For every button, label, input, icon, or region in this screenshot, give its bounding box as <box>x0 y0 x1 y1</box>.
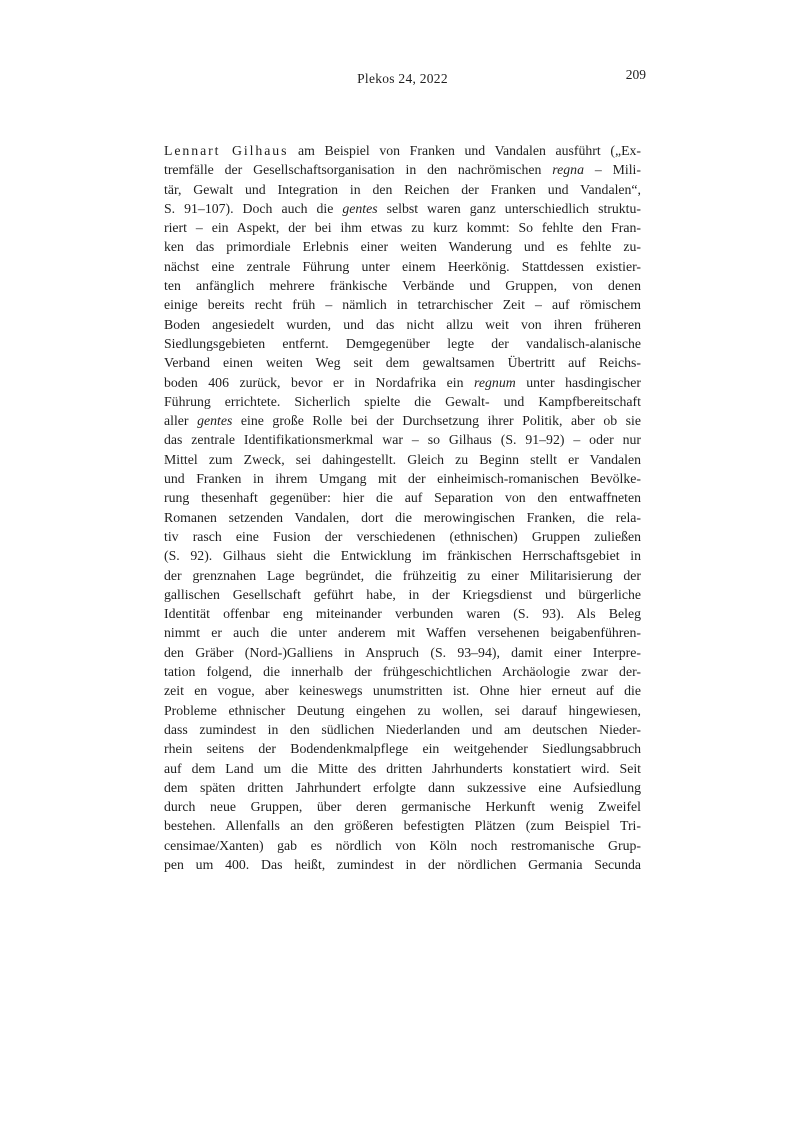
text-line: rhein seitens der Bodendenkmalpflege ein weitgehender Siedlungsabbruch <box>164 741 641 757</box>
text-line: (S. 92). Gilhaus sieht die Entwicklung im fränkischen Herrschaftsgebiet in <box>164 548 641 564</box>
text-line: Führung errichtete. Sicherlich spielte die Gewalt- und Kampfbereitschaft <box>164 393 641 409</box>
text-line: Boden angesiedelt wurden, und das nicht allzu weit von ihren früheren <box>164 316 641 332</box>
text-line: auf dem Land um die Mitte des dritten Jahrhunderts konstatiert wird. Seit <box>164 760 641 776</box>
text-line: pen um 400. Das heißt, zumindest in der nördlichen Germania Secunda <box>164 856 641 872</box>
text-line: tär, Gewalt und Integration in den Reichen der Franken und Vandalen“, <box>164 181 641 197</box>
text-line: tation folgend, die innerhalb der frühgeschichtlichen Archäologie zwar der- <box>164 664 641 680</box>
text-line: und Franken in ihrem Umgang mit der einheimisch-romanischen Bevölke- <box>164 471 641 487</box>
page-number: 209 <box>625 67 646 82</box>
text-line: zeit en vogue, aber keineswegs unumstritten ist. Ohne hier erneut auf die <box>164 683 641 699</box>
text-line: das zentrale Identifikationsmerkmal war – so Gilhaus (S. 91–92) – oder nur <box>164 432 641 448</box>
text-line: Verband einen weiten Weg seit dem gewaltsamen Übertritt auf Reichs- <box>164 355 641 371</box>
text-line: der grenznahen Lage begründet, die frühzeitig zu einer Militarisierung der <box>164 567 641 583</box>
text-line: Siedlungsgebieten entfernt. Demgegenüber legte der vandalisch-alanische <box>164 335 641 351</box>
journal-title: Plekos 24, 2022 <box>357 71 448 86</box>
text-line: ten anfänglich mehrere fränkische Verbände und Gruppen, von denen <box>164 278 641 294</box>
text-column <box>164 0 646 1131</box>
text-line: durch neue Gruppen, über deren germanische Herkunft wenig Zweifel <box>164 799 641 815</box>
text-line: dass zumindest in den südlichen Niederlanden und am deutschen Nieder- <box>164 721 641 737</box>
text-line: S. 91–107). Doch auch die gentes selbst waren ganz unterschiedlich struktu- <box>164 200 641 216</box>
text-line: Lennart Gilhaus am Beispiel von Franken und Vandalen ausführt („Ex- <box>164 143 641 158</box>
text-line: nächst eine zentrale Führung unter einem Heerkönig. Stattdessen existier- <box>164 258 641 274</box>
text-line: tiv rasch eine Fusion der verschiedenen (ethnischen) Gruppen zuließen <box>164 528 641 544</box>
text-line: censimae/Xanten) gab es nördlich von Köln noch restromanische Grup- <box>164 837 641 853</box>
text-line: aller gentes eine große Rolle bei der Durchsetzung ihrer Politik, aber ob sie <box>164 413 641 429</box>
text-line: rung thesenhaft gegenüber: hier die auf Separation von den entwaffneten <box>164 490 641 506</box>
text-line: einige bereits recht früh – nämlich in tetrarchischer Zeit – auf römischem <box>164 297 641 313</box>
text-line: ken das primordiale Erlebnis einer weiten Wanderung und es fehlte zu- <box>164 239 641 255</box>
text-line: tremfälle der Gesellschaftsorganisation in den nachrömischen regna – Mili- <box>164 162 641 178</box>
text-line: Probleme ethnischer Deutung eingehen zu wollen, sei darauf hingewiesen, <box>164 702 641 718</box>
text-line: dem späten dritten Jahrhundert erfolgte dann sukzessive eine Aufsiedlung <box>164 779 641 795</box>
body-text <box>164 141 641 874</box>
running-head <box>164 67 646 91</box>
text-line: den Gräber (Nord-)Galliens in Anspruch (S. 93–94), damit einer Interpre- <box>164 644 641 660</box>
text-line: Identität offenbar eng miteinander verbunden waren (S. 93). Als Beleg <box>164 606 641 622</box>
text-line: gallischen Gesellschaft geführt habe, in der Kriegsdienst und bürgerliche <box>164 586 641 602</box>
text-line: Mittel zum Zweck, sei dahingestellt. Gleich zu Beginn stellt er Vandalen <box>164 451 641 467</box>
text-line: boden 406 zurück, bevor er in Nordafrika ein regnum unter hasdingischer <box>164 374 641 390</box>
text-line: nimmt er auch die unter anderem mit Waffen versehenen beigabenführen- <box>164 625 641 641</box>
text-line: riert – ein Aspekt, der bei ihm etwas zu kurz kommt: So fehlte den Fran- <box>164 220 641 236</box>
text-line: bestehen. Allenfalls an den größeren befestigten Plätzen (zum Beispiel Tri- <box>164 818 641 834</box>
text-line: Romanen setzenden Vandalen, dort die merowingischen Franken, die rela- <box>164 509 641 525</box>
